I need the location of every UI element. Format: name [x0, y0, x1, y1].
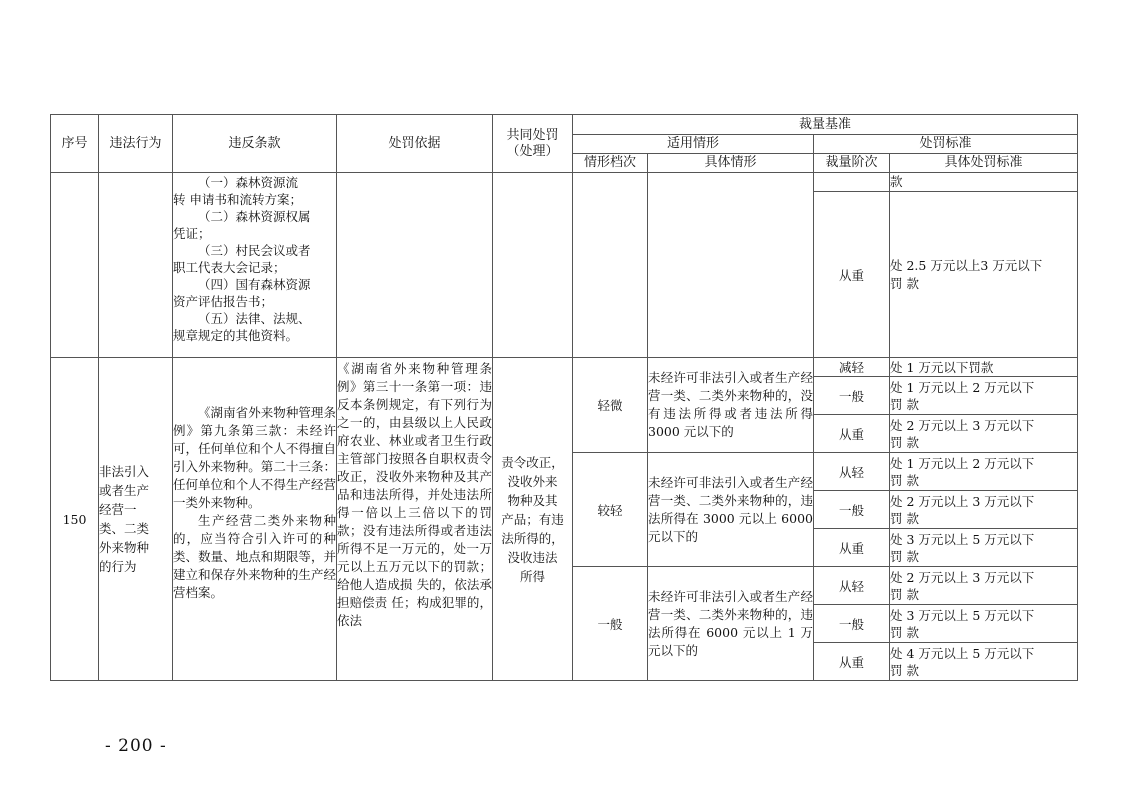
clause-line: 职工代表大会记录； — [173, 260, 286, 275]
seq-cell: 150 — [51, 358, 99, 681]
clause-line: （二）森林资源权属 — [198, 209, 311, 224]
standard-cell: 处 1 万元以下罚款 — [890, 358, 1078, 377]
standard-cell: 处 2 万元以上 3 万元以下 罚 款 — [890, 491, 1078, 529]
header-specific-situation: 具体情形 — [648, 154, 814, 173]
clause-line: 规章规定的其他资料。 — [173, 328, 299, 343]
header-seq: 序号 — [51, 115, 99, 173]
violated-clause-cell — [173, 173, 337, 358]
situation-cell: 未经许可非法引入或者生产经营一类、二类外来物种的，违法所得在 3000 元以上 6000 元以下的 — [648, 453, 814, 567]
clause-line: 转 申请书和流转方案； — [173, 192, 302, 207]
violated-clause-cell — [173, 358, 337, 681]
header-standard: 处罚标准 — [814, 135, 1078, 154]
clause-line: （一）森林资源流 — [198, 175, 299, 190]
standard-cell: 处 2.5 万元以上3 万元以下 罚 款 — [890, 192, 1078, 358]
stage-cell: 从重 — [814, 415, 890, 453]
stage-cell: 一般 — [814, 491, 890, 529]
table-row — [51, 358, 1078, 377]
header-stage: 裁量阶次 — [814, 154, 890, 173]
clause-paragraph: 《湖南省外来物种管理条例》第九条第三款：未经许可，任何单位和个人不得擅自引入外来物种。第二十三条：任何单位和个人不得生产经营一类外来物种。 — [173, 405, 336, 510]
header-violation: 违法行为 — [99, 115, 173, 173]
header-level: 情形档次 — [573, 154, 648, 173]
clause-line: （五）法律、法规、 — [198, 311, 311, 326]
header-common-penalty: 共同处罚 （处理） — [493, 115, 573, 173]
header-applicable: 适用情形 — [573, 135, 814, 154]
penalty-table — [50, 114, 1078, 681]
level-cell: 一般 — [573, 567, 648, 681]
standard-cell: 款 — [890, 173, 1078, 192]
stage-cell: 从轻 — [814, 453, 890, 491]
table-row — [51, 173, 1078, 192]
stage-cell: 从重 — [814, 529, 890, 567]
clause-line: 凭证； — [173, 226, 211, 241]
level-cell: 较轻 — [573, 453, 648, 567]
stage-cell: 一般 — [814, 377, 890, 415]
clause-paragraph: 生产经营二类外来物种的，应当符合引入许可的种类、数量、地点和期限等，并建立和保存外来物种的生产经营档案。 — [173, 513, 336, 600]
level-cell: 轻微 — [573, 358, 648, 453]
standard-cell: 处 4 万元以上 5 万元以下 罚 款 — [890, 643, 1078, 681]
clause-line: 资产评估报告书； — [173, 294, 274, 309]
stage-cell: 从重 — [814, 192, 890, 358]
clause-line: （四）国有森林资源 — [198, 277, 311, 292]
clause-line: （三）村民会议或者 — [198, 243, 311, 258]
header-penalty-basis: 处罚依据 — [337, 115, 493, 173]
standard-cell: 处 1 万元以上 2 万元以下 罚 款 — [890, 377, 1078, 415]
penalty-basis-cell: 《湖南省外来物种管理条例》第三十一条第一项：违反本条例规定，有下列行为之一的，由县级以上人民政府农业、林业或者卫生行政主管部门按照各自职权责令改正，没收外来物种及其产品和违法所得，并处违法所得一倍以上三倍以下的罚款；没有违法所得或者违法所得不足一万元的，处一万元以上五万元以下的罚款；给他人造成损 失的，依法承担赔偿责 任；构成犯罪的，依法 — [337, 358, 493, 681]
page-number: - 200 - — [105, 736, 167, 756]
stage-cell: 减轻 — [814, 358, 890, 377]
header-violated-clause: 违反条款 — [173, 115, 337, 173]
stage-cell: 从轻 — [814, 567, 890, 605]
standard-cell: 处 2 万元以上 3 万元以下 罚 款 — [890, 415, 1078, 453]
standard-cell: 处 2 万元以上 3 万元以下 罚 款 — [890, 567, 1078, 605]
stage-cell: 一般 — [814, 605, 890, 643]
common-penalty-cell: 责令改正， 没收外来 物种及其 产品；有违 法所得的， 没收违法 所得 — [493, 358, 573, 681]
standard-cell: 处 3 万元以上 5 万元以下 罚 款 — [890, 605, 1078, 643]
situation-cell: 未经许可非法引入或者生产经营一类、二类外来物种的，没有违法所得或者违法所得 3000 元以下的 — [648, 358, 814, 453]
violation-cell: 非法引入 或者生产 经营一 类、二类 外来物种 的行为 — [99, 358, 173, 681]
header-discretion: 裁量基准 — [573, 115, 1078, 135]
standard-cell: 处 3 万元以上 5 万元以下 罚 款 — [890, 529, 1078, 567]
situation-cell: 未经许可非法引入或者生产经营一类、二类外来物种的，违法所得在 6000 元以上 1 万元以下的 — [648, 567, 814, 681]
header-specific-standard: 具体处罚标准 — [890, 154, 1078, 173]
stage-cell: 从重 — [814, 643, 890, 681]
standard-cell: 处 1 万元以上 2 万元以下 罚 款 — [890, 453, 1078, 491]
